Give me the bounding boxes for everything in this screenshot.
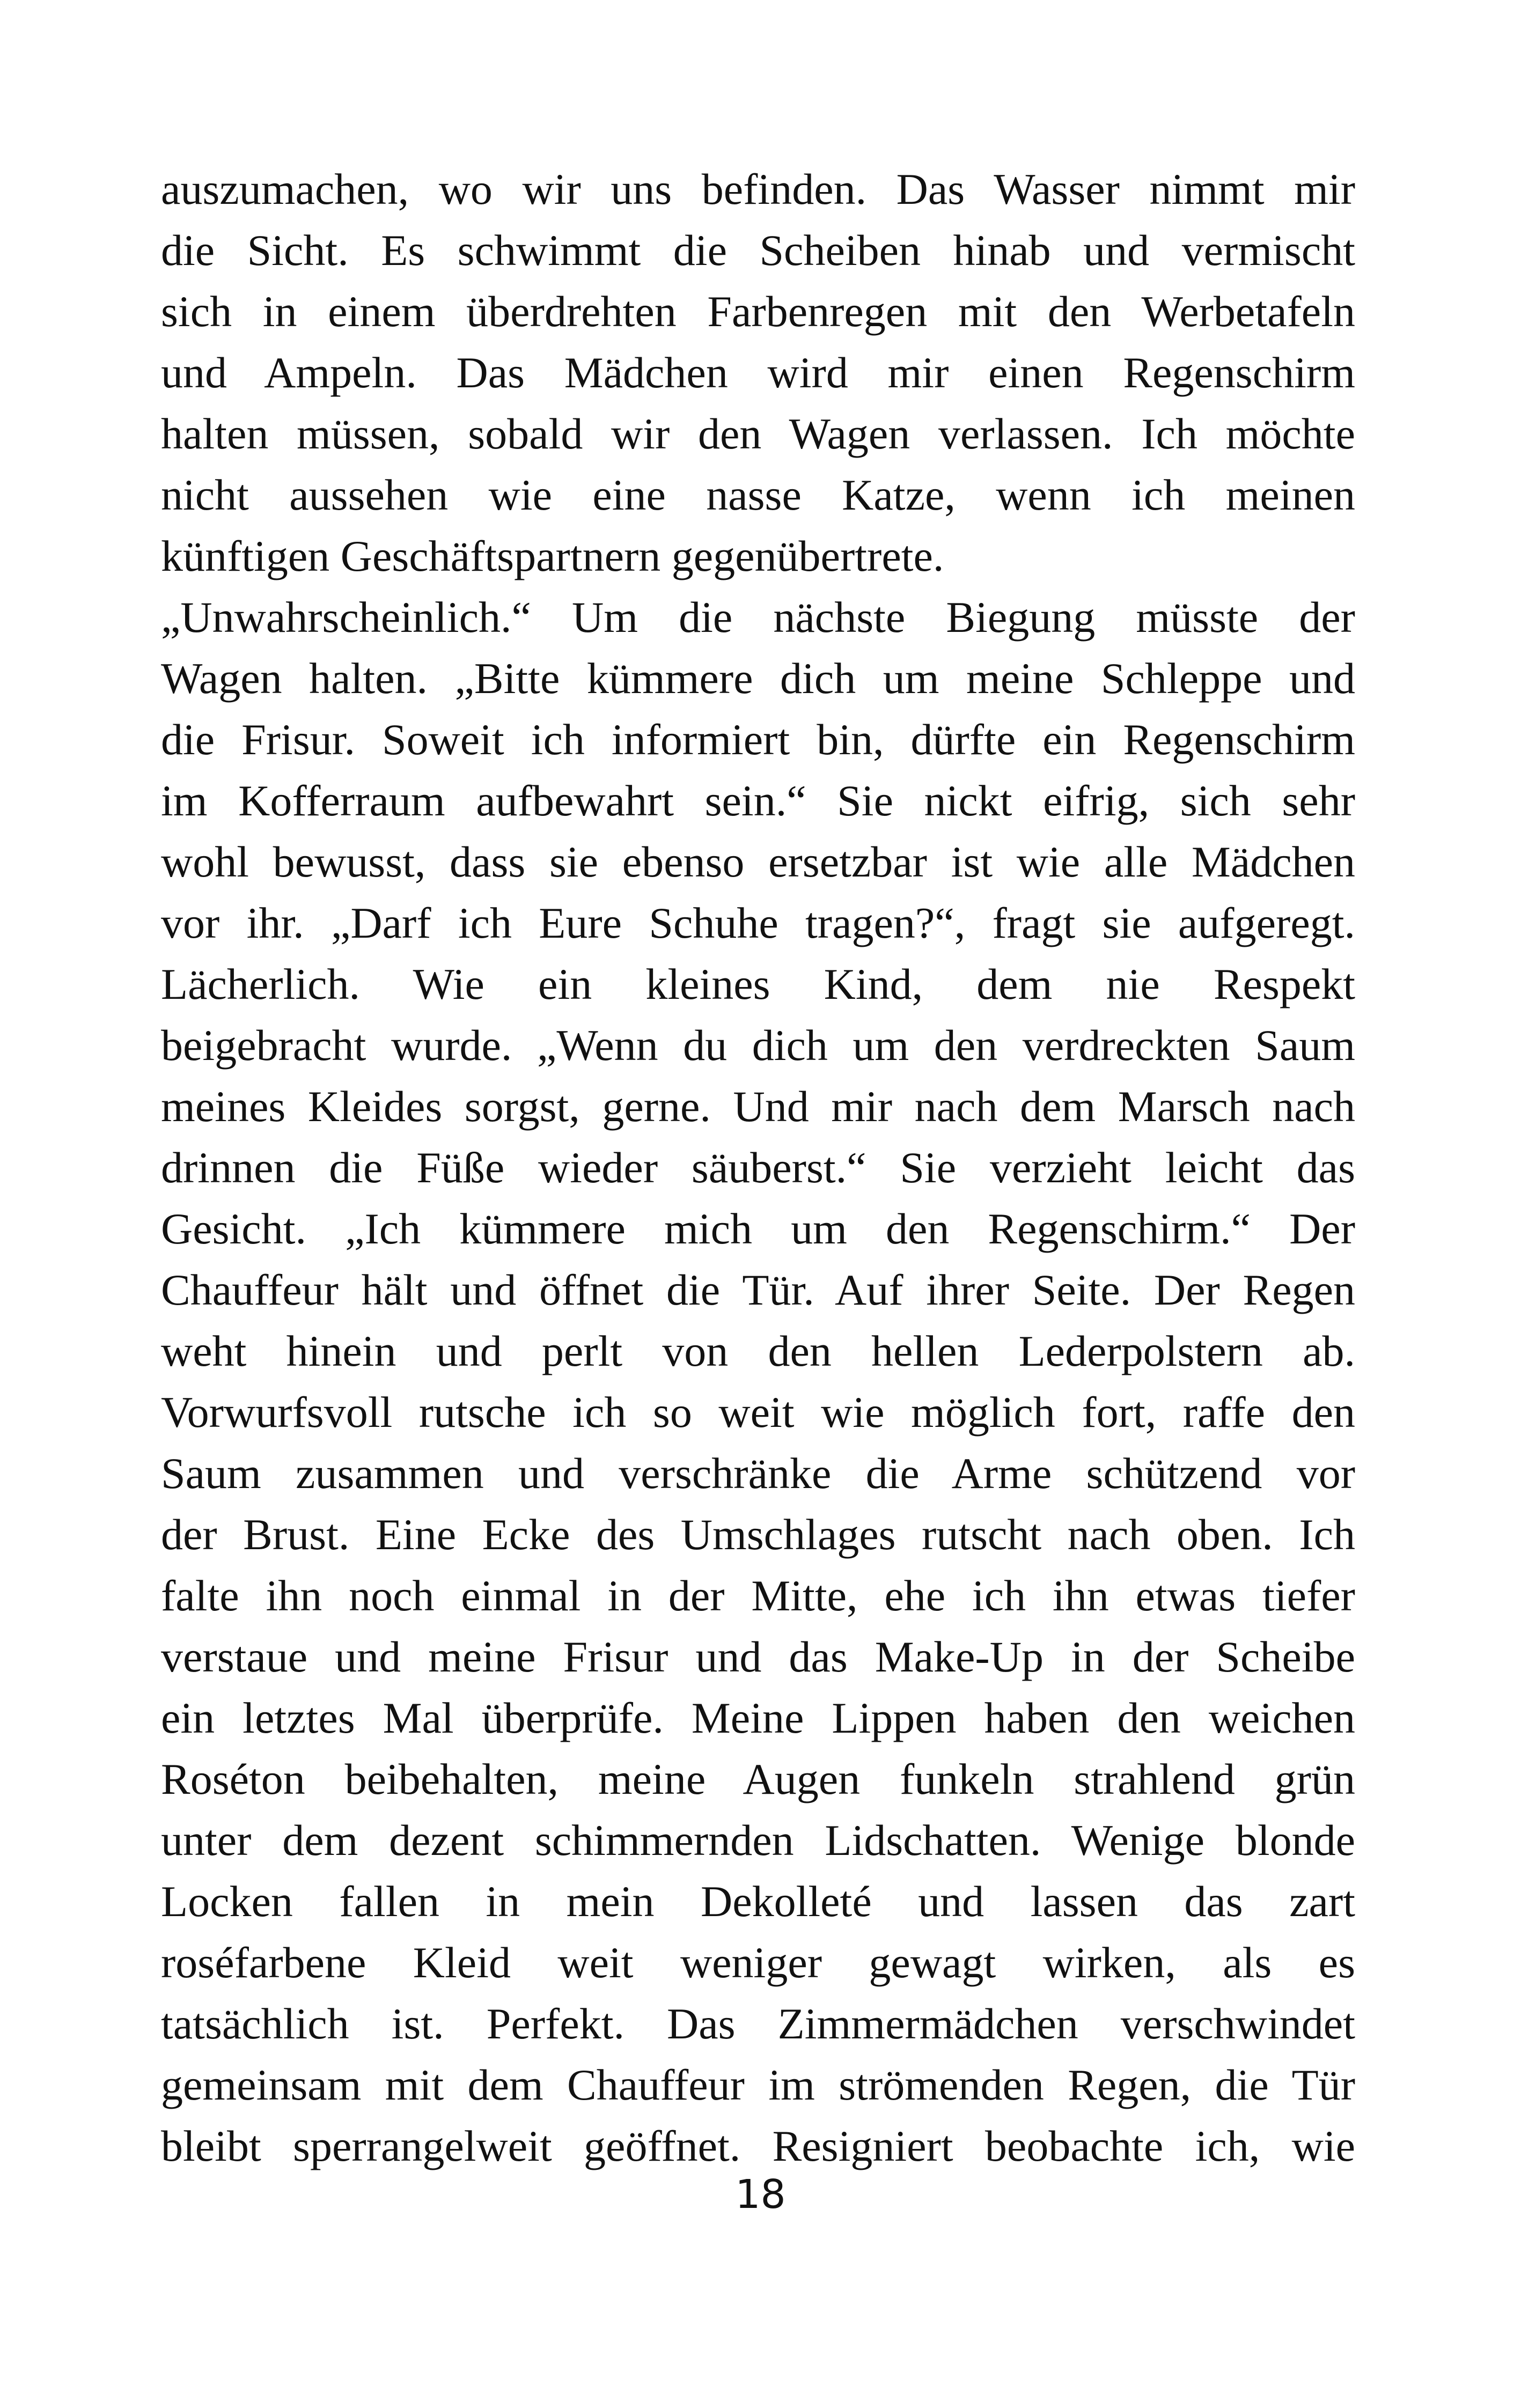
text-line: Lächerlich. Wie ein kleines Kind, dem nie Respekt <box>161 960 1355 1008</box>
text-line: bleibt sperrangelweit geöffnet. Resigniert beobachte ich, wie <box>161 2122 1355 2170</box>
text-line: unter dem dezent schimmernden Lidschatten. Wenige blonde <box>161 1816 1355 1865</box>
text-line: Roséton beibehalten, meine Augen funkeln strahlend grün <box>161 1755 1355 1803</box>
text-line: „Unwahrscheinlich.“ Um die nächste Biegung müsste der <box>161 593 1355 642</box>
text-line: sich in einem überdrehten Farbenregen mit den Werbetafeln <box>161 287 1355 336</box>
text-line: Gesicht. „Ich kümmere mich um den Regenschirm.“ Der <box>161 1204 1355 1253</box>
text-line: nicht aussehen wie eine nasse Katze, wenn ich meinen <box>161 470 1355 519</box>
text-line: ein letztes Mal überprüfe. Meine Lippen haben den weichen <box>161 1693 1355 1742</box>
text-line: Vorwurfsvoll rutsche ich so weit wie möglich fort, raffe den <box>161 1388 1355 1437</box>
text-line: tatsächlich ist. Perfekt. Das Zimmermädchen verschwindet <box>161 1999 1355 2048</box>
text-line: falte ihn noch einmal in der Mitte, ehe ich ihn etwas tiefer <box>161 1571 1355 1620</box>
text-line: drinnen die Füße wieder säuberst.“ Sie verzieht leicht das <box>161 1143 1355 1192</box>
text-line: Chauffeur hält und öffnet die Tür. Auf ihrer Seite. Der Regen <box>161 1265 1355 1314</box>
text-line: Saum zusammen und verschränke die Arme schützend vor <box>161 1449 1355 1498</box>
text-line: gemeinsam mit dem Chauffeur im strömenden Regen, die Tür <box>161 2060 1355 2109</box>
text-line: weht hinein und perlt von den hellen Lederpolstern ab. <box>161 1327 1355 1375</box>
text-line: beigebracht wurde. „Wenn du dich um den verdreckten Saum <box>161 1021 1355 1070</box>
text-line: im Kofferraum aufbewahrt sein.“ Sie nickt eifrig, sich sehr <box>161 776 1355 825</box>
text-line: wohl bewusst, dass sie ebenso ersetzbar ist wie alle Mädchen <box>161 837 1355 886</box>
text-line: der Brust. Eine Ecke des Umschlages rutscht nach oben. Ich <box>161 1510 1355 1559</box>
text-line: Wagen halten. „Bitte kümmere dich um meine Schleppe und <box>161 654 1355 703</box>
text-line: die Frisur. Soweit ich informiert bin, dürfte ein Regenschirm <box>161 715 1355 764</box>
text-line: meines Kleides sorgst, gerne. Und mir nach dem Marsch nach <box>161 1082 1355 1131</box>
body-text <box>161 159 1355 2177</box>
text-line: die Sicht. Es schwimmt die Scheiben hinab und vermischt <box>161 226 1355 275</box>
text-line: roséfarbene Kleid weit weniger gewagt wirken, als es <box>161 1938 1355 1987</box>
text-line: und Ampeln. Das Mädchen wird mir einen Regenschirm <box>161 348 1355 397</box>
text-line: verstaue und meine Frisur und das Make-Up in der Scheibe <box>161 1632 1355 1681</box>
page-number: 18 <box>735 2171 786 2218</box>
text-line: vor ihr. „Darf ich Eure Schuhe tragen?“, fragt sie aufgeregt. <box>161 899 1355 947</box>
text-line: Locken fallen in mein Dekolleté und lassen das zart <box>161 1877 1355 1926</box>
text-line: auszumachen, wo wir uns befinden. Das Wasser nimmt mir <box>161 165 1355 213</box>
text-line: halten müssen, sobald wir den Wagen verlassen. Ich möchte <box>161 409 1355 458</box>
text-line: künftigen Geschäftspartnern gegenübertrete. <box>161 532 944 580</box>
